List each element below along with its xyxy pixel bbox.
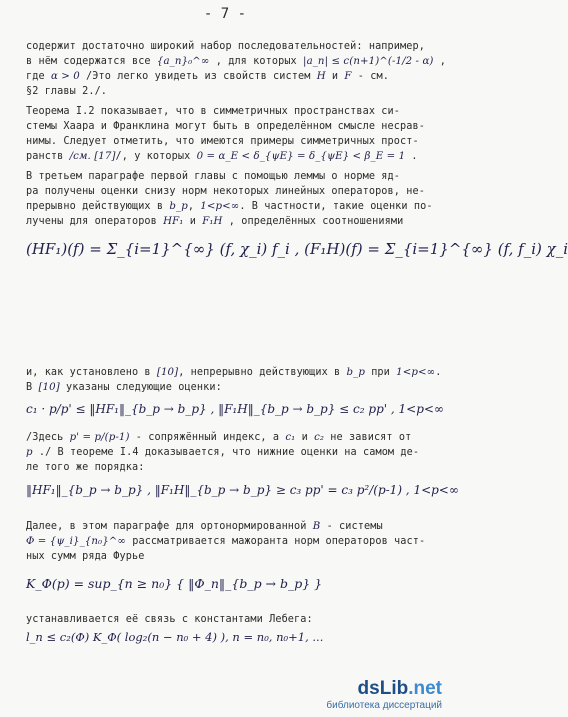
handwritten-math: [10]: [38, 382, 60, 393]
handwritten-math: H: [316, 71, 326, 82]
text-line: [26, 535, 425, 548]
watermark: [326, 678, 442, 711]
logo-suffix: .net: [408, 678, 442, 699]
handwritten-math: /см. [17]: [69, 151, 116, 162]
handwritten-math: {a_n}₀^∞: [156, 56, 210, 67]
formula: c₁ · p/p' ≤ ‖HF₁‖_{b_p → b_p} , ‖F₁H‖_{b_p → b_p} ≤ c₂ pp' , 1<p<∞: [26, 402, 444, 416]
text-line: [26, 105, 400, 118]
typed-text: ,: [433, 56, 446, 67]
watermark-tagline: библиотека диссертаций: [326, 700, 442, 711]
handwritten-math: α > 0: [50, 71, 80, 82]
handwritten-math: [10]: [156, 367, 179, 378]
watermark-logo: [326, 678, 442, 700]
handwritten-math: B: [312, 521, 321, 532]
text-line: [26, 366, 441, 379]
typed-text: прерывно действующих в: [26, 201, 170, 212]
text-line: [26, 150, 418, 163]
formula: l_n ≤ c₂(Φ) K_Φ( log₂(n − n₀ + 4) ), n = n₀, n₀+1, ...: [26, 630, 324, 644]
typed-text: ле того же порядка:: [26, 462, 145, 473]
typed-text: , для которых: [209, 56, 304, 67]
typed-text: §2 главы 2./.: [26, 86, 108, 97]
text-line: [26, 215, 403, 228]
text-line: [26, 120, 425, 133]
text-line: [26, 613, 313, 626]
logo-main: dsLib: [357, 678, 409, 699]
typed-text: Теорема I.2 показывает, что в симметричных пространствах си-: [26, 106, 401, 117]
handwritten-math: 1<p<∞: [396, 367, 436, 378]
typed-text: и: [325, 71, 345, 82]
formula: K_Φ(p) = sup_{n ≥ n₀} { ‖Φ_n‖_{b_p → b_p} }: [26, 576, 323, 591]
typed-text: ранств: [26, 151, 70, 162]
typed-text: - сопряжённый индекс, а: [129, 432, 286, 443]
typed-text: содержит достаточно широкий набор последовательностей: например,: [26, 41, 425, 52]
typed-text: и: [295, 432, 315, 443]
typed-text: не зависят от: [324, 432, 412, 443]
text-line: [26, 461, 144, 474]
typed-text: и, как установлено в: [26, 367, 157, 378]
text-line: [26, 85, 107, 98]
typed-text: .: [405, 151, 418, 162]
handwritten-math: |a_n| ≤ c(n+1)^(-1/2 - α): [303, 56, 434, 67]
handwritten-math: F₁H: [202, 216, 223, 227]
typed-text: , непрерывно действующих в: [178, 367, 347, 378]
handwritten-math: p' = p/(p-1): [69, 432, 130, 443]
typed-text: стемы Хаара и Франклина могут быть в определённом смысле несрав-: [26, 121, 425, 132]
text-line: [26, 200, 433, 213]
typed-text: В третьем параграфе первой главы с помощью леммы о норме яд-: [26, 171, 401, 182]
text-line: [26, 550, 144, 563]
handwritten-math: c₂: [314, 432, 325, 443]
formula: ‖HF₁‖_{b_p → b_p} , ‖F₁H‖_{b_p → b_p} ≥ c₃ pp' = c₃ p²/(p-1) , 1<p<∞: [26, 483, 459, 497]
text-line: [26, 170, 400, 183]
handwritten-math: b_p: [346, 367, 365, 378]
text-line: [26, 55, 446, 68]
handwritten-math: b_p: [169, 201, 188, 212]
text-line: [26, 446, 419, 459]
typed-text: рассматривается мажоранта норм операторов част-: [126, 536, 426, 547]
typed-text: ра получены оценки снизу норм некоторых линейных операторов, не-: [26, 186, 425, 197]
typed-text: лучены для операторов: [26, 216, 164, 227]
text-line: [26, 431, 411, 444]
typed-text: и: [183, 216, 203, 227]
typed-text: где: [26, 71, 51, 82]
handwritten-math: 1<p<∞: [200, 201, 240, 212]
page-number: - 7 -: [203, 6, 247, 22]
typed-text: - системы: [320, 521, 383, 532]
handwritten-math: Φ = {ψ_i}_{n₀}^∞: [26, 536, 126, 547]
typed-text: устанавливается её связь с константами Лебега:: [26, 614, 313, 625]
handwritten-math: F: [344, 71, 352, 82]
typed-text: указаны следующие оценки:: [59, 382, 222, 393]
handwritten-math: HF₁: [163, 216, 184, 227]
typed-text: ./ В теореме I.4 доказывается, что нижние оценки на самом де-: [32, 447, 420, 458]
text-line: [26, 381, 222, 394]
text-line: [26, 185, 425, 198]
typed-text: /, у которых: [115, 151, 197, 162]
typed-text: нимы. Следует отметить, что имеются примеры симметричных прост-: [26, 136, 419, 147]
typed-text: Далее, в этом параграфе для ортонормированной: [26, 521, 313, 532]
typed-text: /Здесь: [26, 432, 70, 443]
handwritten-math: p: [26, 447, 33, 458]
typed-text: ,: [187, 201, 201, 212]
typed-text: , определённых соотношениями: [222, 216, 404, 227]
typed-text: В: [26, 382, 39, 393]
text-line: [26, 135, 419, 148]
typed-text: ных сумм ряда Фурье: [26, 551, 145, 562]
text-line: [26, 40, 425, 53]
typed-text: в нём содержатся все: [26, 56, 157, 67]
formula: (HF₁)(f) = Σ_{i=1}^{∞} (f, χ_i) f_i , (F₁H)(f) = Σ_{i=1}^{∞} (f, f_i) χ_i: [26, 240, 568, 258]
typed-text: .: [435, 367, 442, 378]
handwritten-math: c₁: [285, 432, 296, 443]
typed-text: - см.: [351, 71, 389, 82]
typed-text: при: [364, 367, 397, 378]
typed-text: . В частности, такие оценки по-: [239, 201, 433, 212]
text-line: [26, 70, 389, 83]
text-line: [26, 520, 383, 533]
handwritten-math: 0 = α_E < δ_{ψE} = δ_{ψE} < β_E = 1: [196, 151, 406, 162]
typed-text: /Это легко увидеть из свойств систем: [79, 71, 317, 82]
